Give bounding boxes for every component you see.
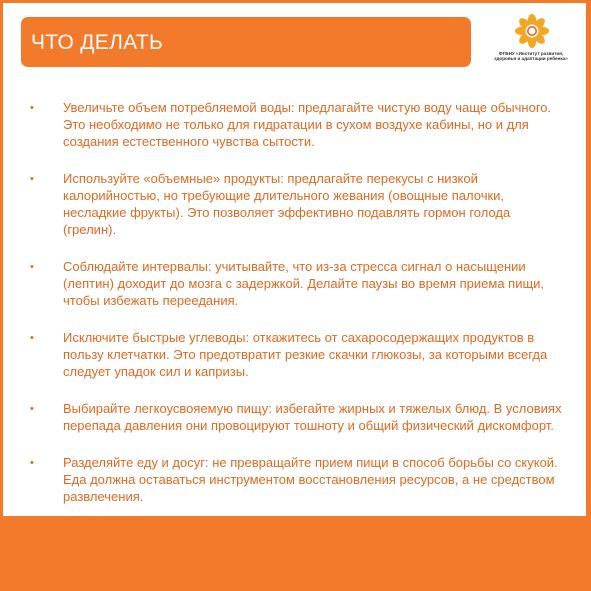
bullet-icon: • [30, 332, 34, 344]
title-bar [21, 17, 471, 67]
flower-logo-icon [514, 13, 550, 49]
list-item [3, 454, 586, 505]
list-item-text: Используйте «объемные» продукты: предлагайте перекусы с низкой калорийностью, но требующие длительного жевания (овощные палочки, несладкие фрукты). Это позволяет эффективно подавлять гормон голода (грелин). [63, 171, 511, 237]
logo [488, 13, 574, 85]
list-item [3, 99, 586, 150]
bullet-icon: • [30, 102, 34, 114]
list-item-text: Увеличьте объем потребляемой воды: предлагайте чистую воду чаще обычного. Это необходимо не только для гидратации в сухом воздухе кабины, но и для создания естественного чувства сытости. [63, 100, 552, 149]
logo-caption: ФГБНУ «Институт развития, здоровья и адаптации ребенка» [494, 51, 568, 62]
list-item [3, 400, 586, 434]
list-item [3, 329, 586, 380]
list-item-text: Исключите быстрые углеводы: откажитесь от сахаросодержащих продуктов в пользу клетчатки. Это предотвратит резкие скачки глюкозы, за которыми всегда следует упадок сил и капризы. [63, 330, 548, 379]
page-title: ЧТО ДЕЛАТЬ [31, 31, 164, 54]
bullet-icon: • [30, 261, 34, 273]
recommendations-list [3, 99, 586, 525]
list-item-text: Выбирайте легкоусвояемую пищу: избегайте жирных и тяжелых блюд. В условиях перепада давления они провоцируют тошноту и общий физический дискомфорт. [63, 401, 562, 433]
slide [3, 3, 586, 516]
bullet-icon: • [30, 173, 34, 185]
list-item [3, 170, 586, 238]
list-item [3, 258, 586, 309]
list-item-text: Разделяйте еду и досуг: не превращайте прием пищи в способ борьбы со скукой. Еда должна оставаться инструментом восстановления ресурсов, а не средством развлечения. [63, 455, 558, 504]
list-item-text: Соблюдайте интервалы: учитывайте, что из-за стресса сигнал о насыщении (лептин) доходит до мозга с задержкой. Делайте паузы во время приема пищи, чтобы избежать переедания. [63, 259, 545, 308]
bullet-icon: • [30, 403, 34, 415]
bullet-icon: • [30, 457, 34, 469]
